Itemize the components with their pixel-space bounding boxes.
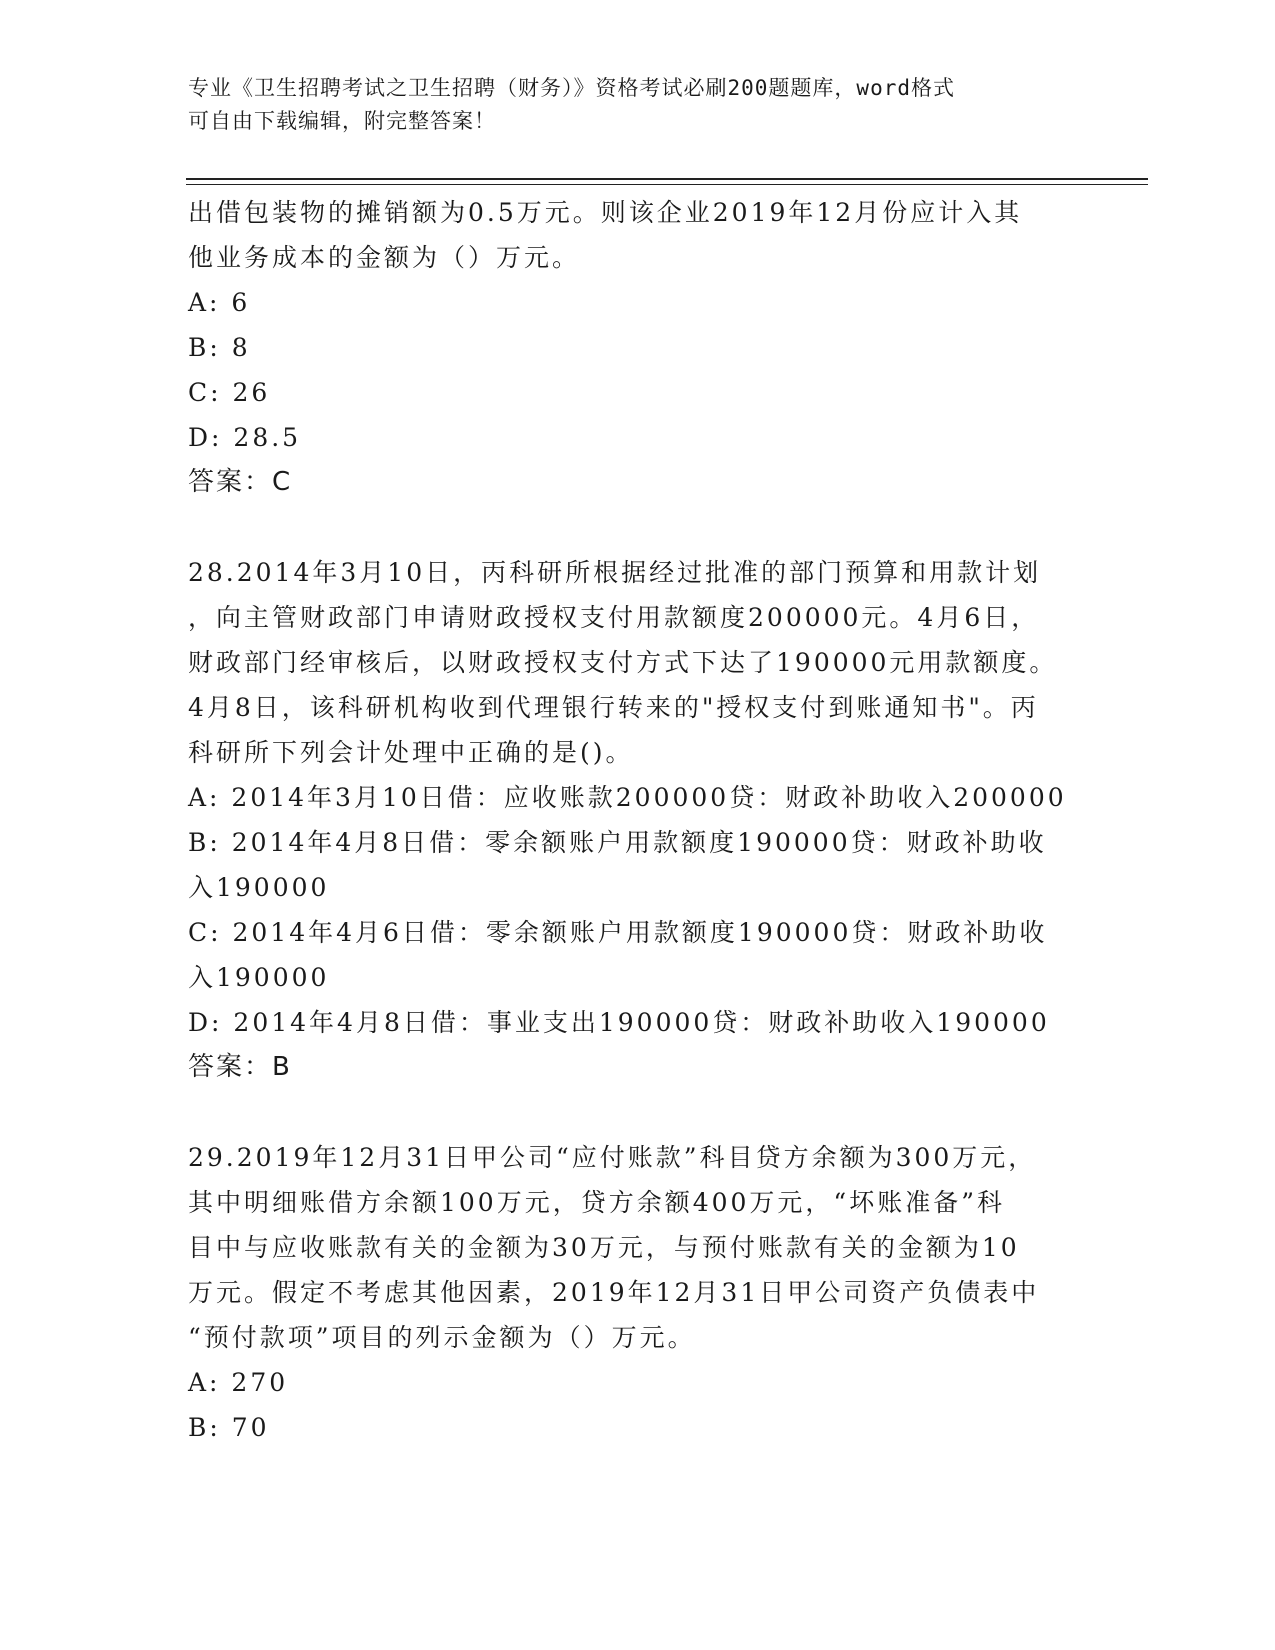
option-b: B: 2014年4月8日借：零余额账户用款额度190000贷：财政补助收 [188, 828, 1047, 857]
question-stem-line: 29.2019年12月31日甲公司“应付账款”科目贷方余额为300万元， [188, 1143, 1037, 1172]
question-stem-line: 目中与应收账款有关的金额为30万元，与预付账款有关的金额为10 [188, 1233, 1020, 1262]
header-line-1: 专业《卫生招聘考试之卫生招聘（财务）》资格考试必刷200题题库，word格式 [188, 76, 955, 100]
option-a: A: 6 [188, 288, 251, 317]
answer-line: 答案：B [188, 1052, 292, 1082]
spacer [188, 1090, 1088, 1135]
option-b: B: 8 [188, 333, 251, 362]
question-29 [188, 1135, 1088, 1450]
document-body [188, 190, 1088, 1450]
option-c: C: 26 [188, 378, 271, 407]
question-stem-line: 出借包装物的摊销额为0.5万元。则该企业2019年12月份应计入其 [188, 198, 1023, 227]
header-line-2: 可自由下载编辑，附完整答案！ [188, 109, 496, 133]
question-stem-line: 4月8日，该科研机构收到代理银行转来的"授权支付到账通知书"。丙 [188, 693, 1039, 722]
document-header [188, 72, 1088, 138]
option-b-continued: 入190000 [188, 873, 330, 902]
option-a: A: 270 [188, 1368, 289, 1397]
option-a: A: 2014年3月10日借：应收账款200000贷：财政补助收入200000 [188, 783, 1067, 812]
question-stem-line: 其中明细账借方余额100万元，贷方余额400万元，“坏账准备”科 [188, 1188, 1005, 1217]
question-stem-line: ，向主管财政部门申请财政授权支付用款额度200000元。4月6日， [188, 603, 1040, 632]
option-c: C: 2014年4月6日借：零余额账户用款额度190000贷：财政补助收 [188, 918, 1048, 947]
question-stem-line: 财政部门经审核后，以财政授权支付方式下达了190000元用款额度。 [188, 648, 1058, 677]
question-stem-line: 他业务成本的金额为（）万元。 [188, 243, 581, 272]
header-rule-thin [186, 184, 1148, 185]
answer-line: 答案：C [188, 467, 293, 497]
question-stem-line: “预付款项”项目的列示金额为（）万元。 [188, 1323, 696, 1352]
question-stem-line: 万元。假定不考虑其他因素，2019年12月31日甲公司资产负债表中 [188, 1278, 1040, 1307]
option-d: D: 28.5 [188, 423, 302, 452]
question-stem-line: 28.2014年3月10日，丙科研所根据经过批准的部门预算和用款计划 [188, 558, 1042, 587]
spacer [188, 505, 1088, 550]
question-stem-line: 科研所下列会计处理中正确的是()。 [188, 738, 634, 767]
option-d: D: 2014年4月8日借：事业支出190000贷：财政补助收入190000 [188, 1008, 1050, 1037]
question-27 [188, 190, 1088, 505]
question-28 [188, 550, 1088, 1090]
option-c-continued: 入190000 [188, 963, 330, 992]
option-b: B: 70 [188, 1413, 270, 1442]
header-rule-thick [186, 178, 1148, 180]
